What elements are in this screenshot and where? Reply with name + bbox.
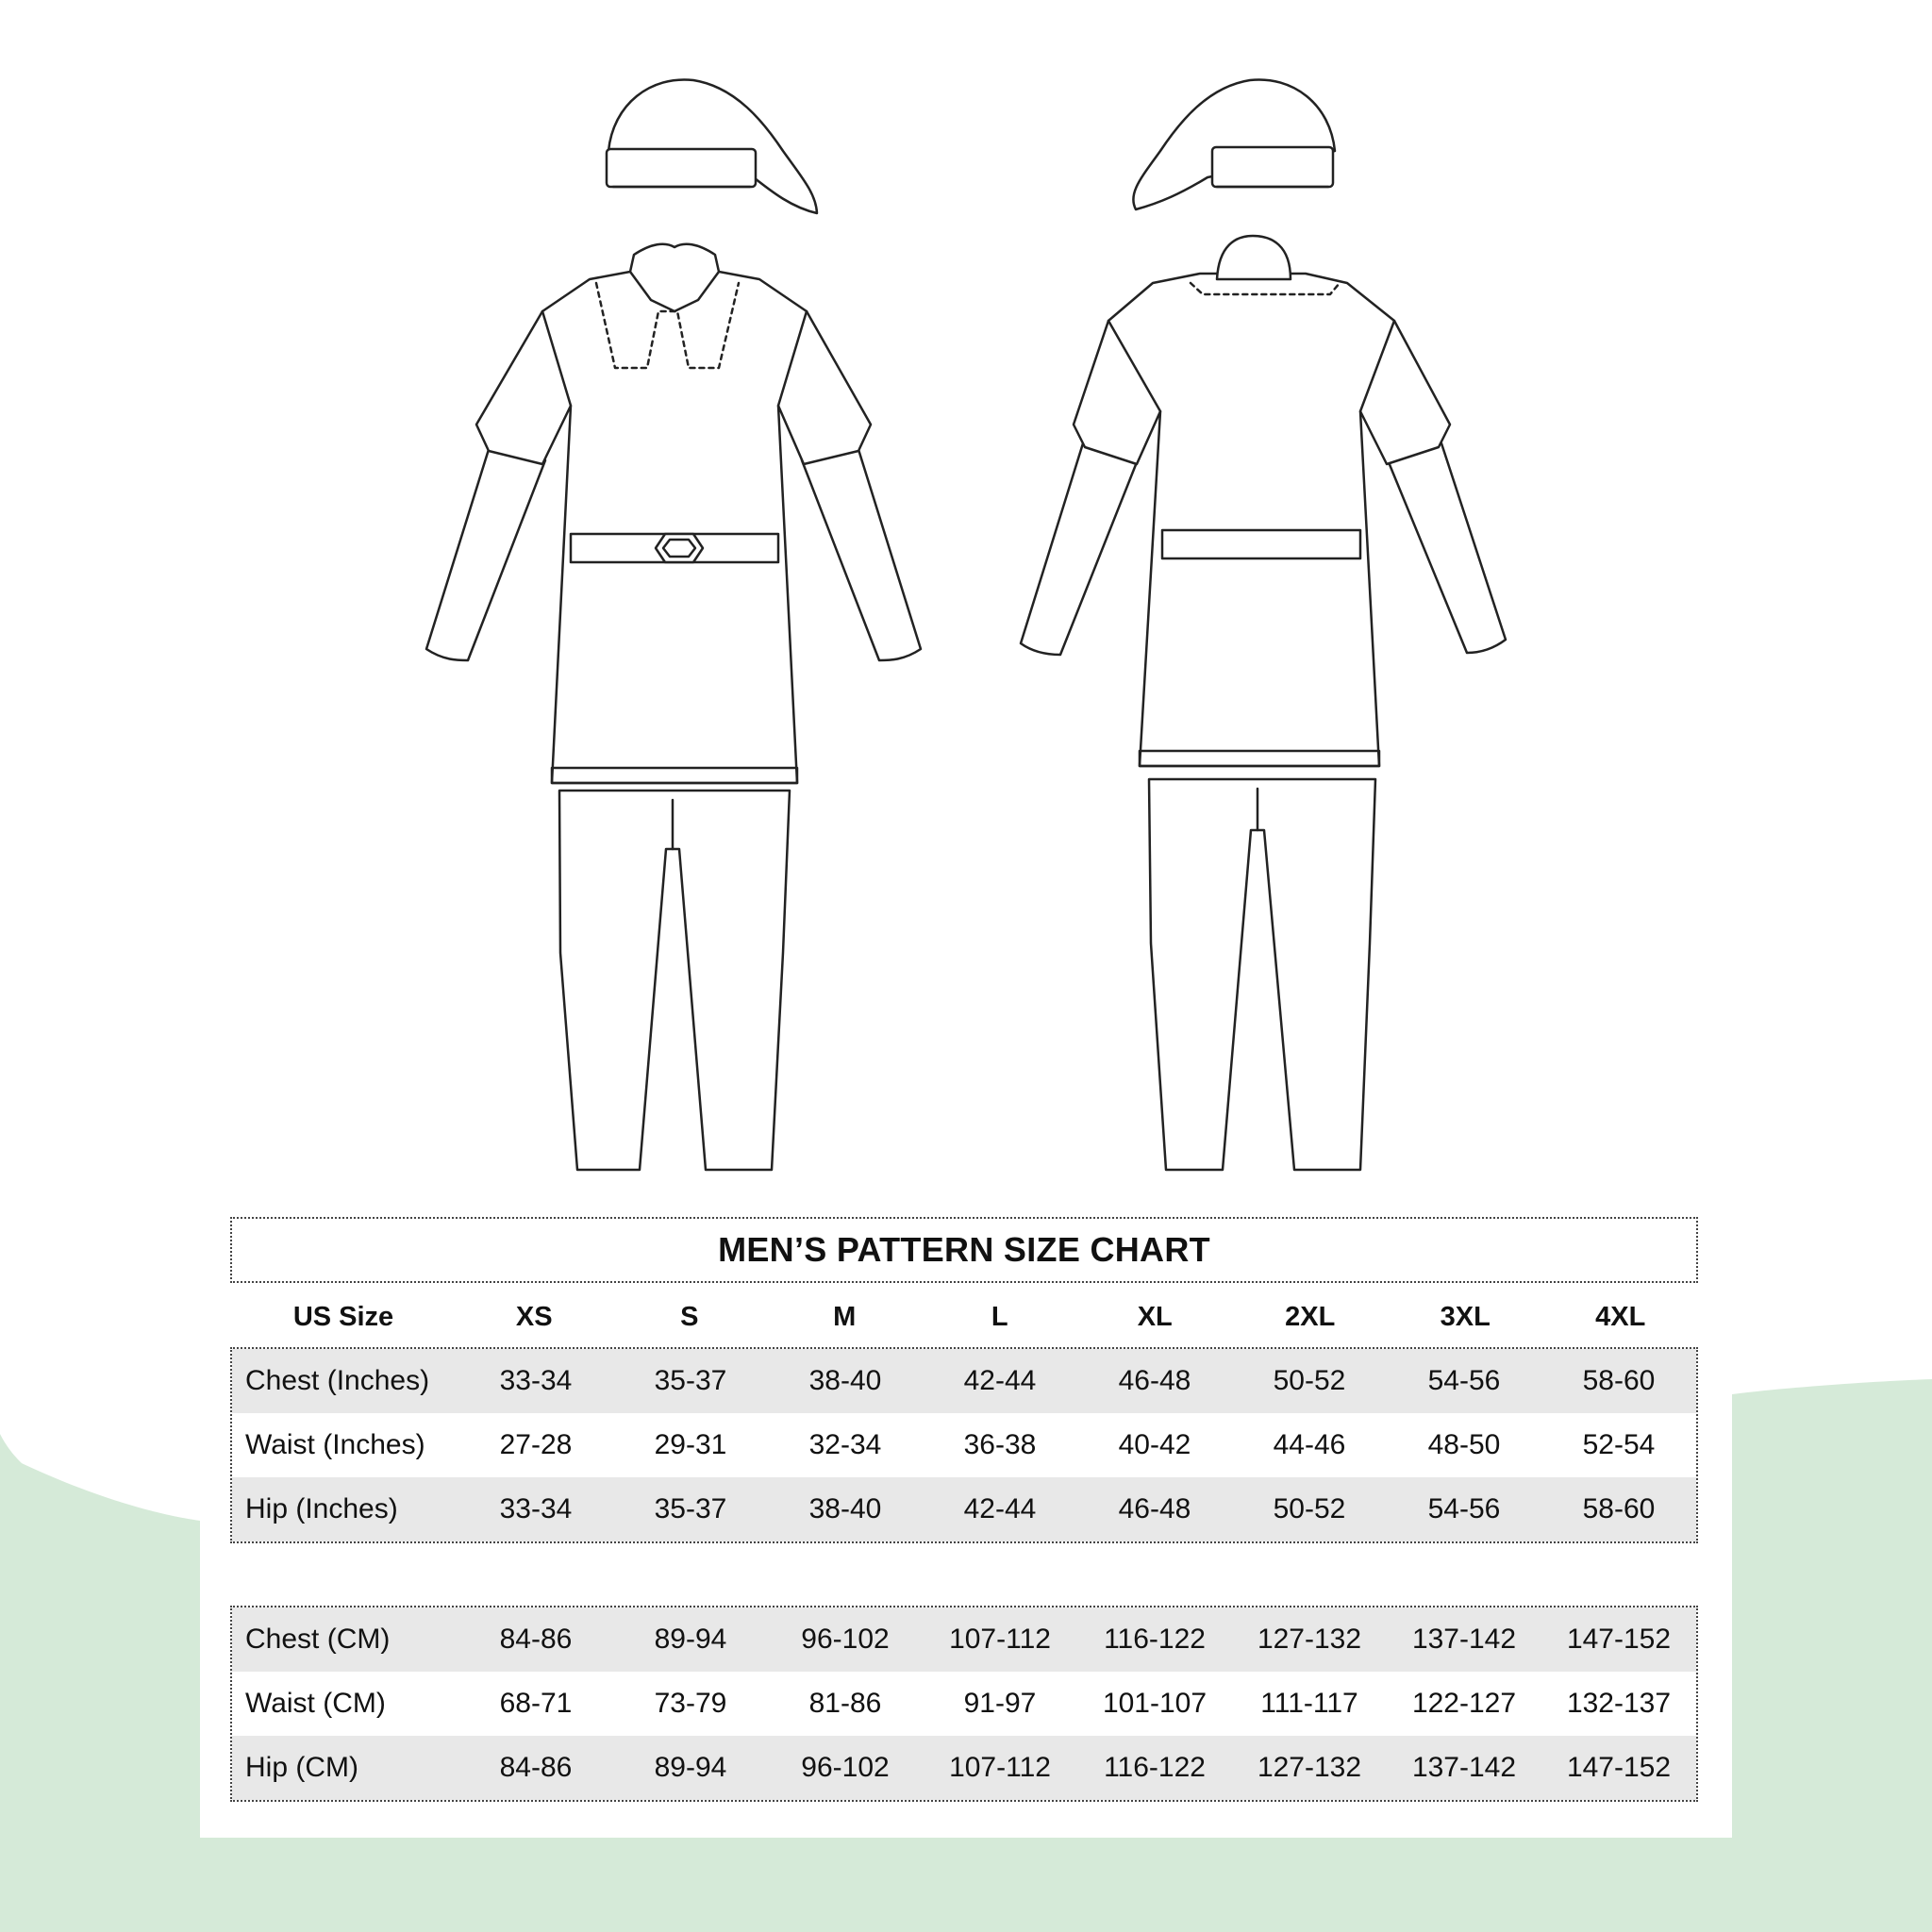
back-pants-icon xyxy=(1149,779,1375,1170)
table-cell: 116-122 xyxy=(1104,1752,1206,1783)
table-cell: 89-94 xyxy=(654,1624,727,1655)
front-pants-icon xyxy=(559,791,790,1170)
table-cell: 36-38 xyxy=(963,1429,1037,1460)
table-cell: 107-112 xyxy=(949,1624,1051,1655)
chart-title: MEN’S PATTERN SIZE CHART xyxy=(230,1217,1698,1283)
size-col-s: S xyxy=(680,1301,699,1332)
table-cell: 58-60 xyxy=(1582,1365,1656,1396)
table-cell: 84-86 xyxy=(499,1624,573,1655)
table-cell: 54-56 xyxy=(1427,1493,1501,1524)
front-hat-icon xyxy=(607,79,817,213)
table-cell: 89-94 xyxy=(654,1752,727,1783)
table-row-hip-cm xyxy=(232,1736,1696,1800)
table-cell: 44-46 xyxy=(1273,1429,1346,1460)
table-cell: 111-117 xyxy=(1260,1688,1358,1719)
row-label: Chest (Inches) xyxy=(245,1365,430,1396)
size-col-l: L xyxy=(991,1301,1008,1332)
table-cell: 84-86 xyxy=(499,1752,573,1783)
table-cell: 50-52 xyxy=(1273,1493,1346,1524)
table-cell: 52-54 xyxy=(1582,1429,1656,1460)
table-row-chest-inches xyxy=(232,1349,1696,1413)
table-cell: 127-132 xyxy=(1257,1624,1362,1655)
table-cell: 40-42 xyxy=(1118,1429,1191,1460)
table-cell: 50-52 xyxy=(1273,1365,1346,1396)
table-cell: 96-102 xyxy=(801,1752,890,1783)
table-cell: 38-40 xyxy=(808,1493,882,1524)
table-cell: 132-137 xyxy=(1566,1688,1672,1719)
row-label: Waist (Inches) xyxy=(245,1429,425,1460)
us-size-label: US Size xyxy=(292,1301,394,1332)
table-cell: 46-48 xyxy=(1118,1365,1191,1396)
row-label: Hip (CM) xyxy=(245,1752,358,1783)
back-view xyxy=(1021,79,1506,1170)
table-cell: 73-79 xyxy=(654,1688,727,1719)
table-cell: 147-152 xyxy=(1566,1752,1672,1783)
size-col-4xl: 4XL xyxy=(1595,1301,1646,1332)
table-cell: 42-44 xyxy=(963,1493,1037,1524)
table-cell: 127-132 xyxy=(1257,1752,1362,1783)
inches-table xyxy=(230,1347,1698,1543)
size-col-xl: XL xyxy=(1137,1301,1173,1332)
table-cell: 68-71 xyxy=(499,1688,573,1719)
row-label: Chest (CM) xyxy=(245,1624,391,1655)
table-row-waist-cm xyxy=(232,1672,1696,1736)
table-row-waist-inches xyxy=(232,1413,1696,1477)
table-cell: 54-56 xyxy=(1427,1365,1501,1396)
table-cell: 107-112 xyxy=(949,1752,1051,1783)
table-cell: 32-34 xyxy=(808,1429,882,1460)
table-cell: 38-40 xyxy=(808,1365,882,1396)
table-cell: 46-48 xyxy=(1118,1493,1191,1524)
table-cell: 101-107 xyxy=(1102,1688,1208,1719)
table-cell: 35-37 xyxy=(654,1365,727,1396)
table-cell: 27-28 xyxy=(499,1429,573,1460)
table-cell: 91-97 xyxy=(963,1688,1037,1719)
table-cell: 42-44 xyxy=(963,1365,1037,1396)
size-col-2xl: 2XL xyxy=(1285,1301,1336,1332)
table-cell: 137-142 xyxy=(1411,1752,1517,1783)
table-cell: 33-34 xyxy=(499,1493,573,1524)
size-col-3xl: 3XL xyxy=(1440,1301,1491,1332)
table-cell: 81-86 xyxy=(808,1688,882,1719)
row-label: Hip (Inches) xyxy=(245,1493,398,1524)
table-cell: 122-127 xyxy=(1411,1688,1517,1719)
table-cell: 33-34 xyxy=(499,1365,573,1396)
table-row-chest-cm xyxy=(232,1607,1696,1672)
table-cell: 29-31 xyxy=(654,1429,727,1460)
table-cell: 147-152 xyxy=(1566,1624,1672,1655)
size-col-m: M xyxy=(833,1301,857,1332)
table-cell: 96-102 xyxy=(801,1624,890,1655)
table-cell: 116-122 xyxy=(1104,1624,1206,1655)
size-header-row xyxy=(230,1292,1698,1341)
front-tunic-icon xyxy=(476,244,871,783)
table-cell: 58-60 xyxy=(1582,1493,1656,1524)
table-cell: 35-37 xyxy=(654,1493,727,1524)
back-hat-icon xyxy=(1133,79,1335,209)
table-row-hip-inches xyxy=(232,1477,1696,1541)
front-view xyxy=(426,79,921,1170)
cm-table xyxy=(230,1606,1698,1802)
table-cell: 137-142 xyxy=(1411,1624,1517,1655)
table-cell: 48-50 xyxy=(1427,1429,1501,1460)
back-tunic-icon xyxy=(1074,236,1450,766)
size-col-xs: XS xyxy=(515,1301,553,1332)
row-label: Waist (CM) xyxy=(245,1688,386,1719)
